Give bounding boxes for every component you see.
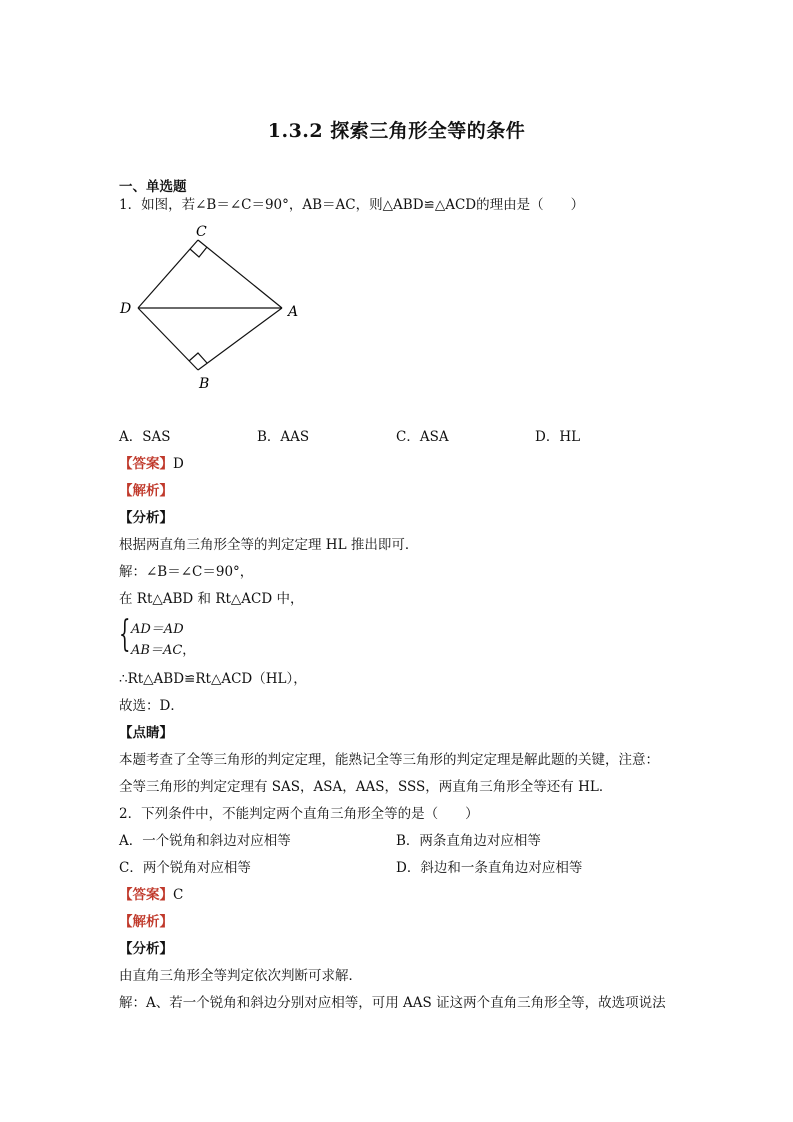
segment-BA xyxy=(198,308,282,370)
q1-dianjing-line-1: 本题考查了全等三角形的判定定理，能熟记全等三角形的判定定理是解此题的关键，注意： xyxy=(119,752,659,768)
q1-option-a: A．SAS xyxy=(119,429,171,445)
brace-symbol: { xyxy=(119,614,131,655)
label-C: C xyxy=(196,224,207,240)
equation-2 xyxy=(131,639,195,658)
equation-suffix: ， xyxy=(182,643,196,658)
q1-jiexi-tag xyxy=(119,482,173,500)
q1-solution-line-4: 故选：D． xyxy=(119,698,184,714)
q1-stem: 1．如图，若∠B＝∠C＝90°，AB＝AC，则△ABD≌△ACD的理由是（ ） xyxy=(119,197,585,213)
right-angle-mark-B xyxy=(189,353,207,363)
q2-jiexi-tag xyxy=(119,913,173,931)
q1-dianjing-line-2: 全等三角形的判定定理有 SAS，ASA，AAS，SSS，两直角三角形全等还有 HL． xyxy=(119,779,613,795)
q2-answer-line xyxy=(119,886,183,904)
q2-option-b: B．两条直角边对应相等 xyxy=(396,833,541,849)
q1-option-c: C．ASA xyxy=(396,429,449,445)
q2-stem: 2．下列条件中，不能判定两个直角三角形全等的是（ ） xyxy=(119,806,479,822)
q1-solution-line-3: ∴Rt△ABD≌Rt△ACD（HL）， xyxy=(119,671,307,687)
q1-dianjing-tag: 【点睛】 xyxy=(119,725,173,741)
q2-option-d: D．斜边和一条直角边对应相等 xyxy=(396,860,583,876)
q2-option-c: C．两个锐角对应相等 xyxy=(119,860,251,876)
q1-option-d: D．HL xyxy=(535,429,581,445)
label-B: B xyxy=(199,376,210,392)
q2-solution-line-1: 解：A、若一个锐角和斜边分别对应相等，可用 AAS 证这两个直角三角形全等，故选项说法 xyxy=(119,995,666,1011)
segment-DC xyxy=(138,240,198,308)
label-A: A xyxy=(288,304,299,320)
q2-option-a: A．一个锐角和斜边对应相等 xyxy=(119,833,291,849)
equation-system xyxy=(119,614,199,659)
q2-fenxi-text: 由直角三角形全等判定依次判断可求解． xyxy=(119,968,362,984)
q1-answer-line xyxy=(119,455,184,473)
q1-solution-line-1: 解：∠B＝∠C＝90°， xyxy=(119,564,254,580)
q2-fenxi-tag: 【分析】 xyxy=(119,941,173,957)
label-D: D xyxy=(120,301,132,317)
q1-fenxi-tag: 【分析】 xyxy=(119,510,173,526)
page-title: 1.3.2 探索三角形全等的条件 xyxy=(267,120,526,142)
q1-option-b: B．AAS xyxy=(257,429,310,445)
q1-figure xyxy=(110,218,310,398)
segment-CA xyxy=(198,240,282,308)
equation-1: AD＝AD xyxy=(131,622,184,637)
right-angle-mark-C xyxy=(190,247,207,257)
jiexi-tag: 【解析】 xyxy=(119,914,173,930)
section-heading: 一、单选题 xyxy=(119,179,187,195)
q1-answer: D xyxy=(173,456,184,472)
q2-answer: C xyxy=(173,887,184,903)
q1-solution-line-2: 在 Rt△ABD 和 Rt△ACD 中， xyxy=(119,591,304,607)
equation-2-text: AB＝AC xyxy=(131,643,183,658)
answer-tag: 【答案】 xyxy=(119,456,173,472)
answer-tag: 【答案】 xyxy=(119,887,173,903)
q1-fenxi-text: 根据两直角三角形全等的判定定理 HL 推出即可． xyxy=(119,537,419,553)
jiexi-tag: 【解析】 xyxy=(119,483,173,499)
